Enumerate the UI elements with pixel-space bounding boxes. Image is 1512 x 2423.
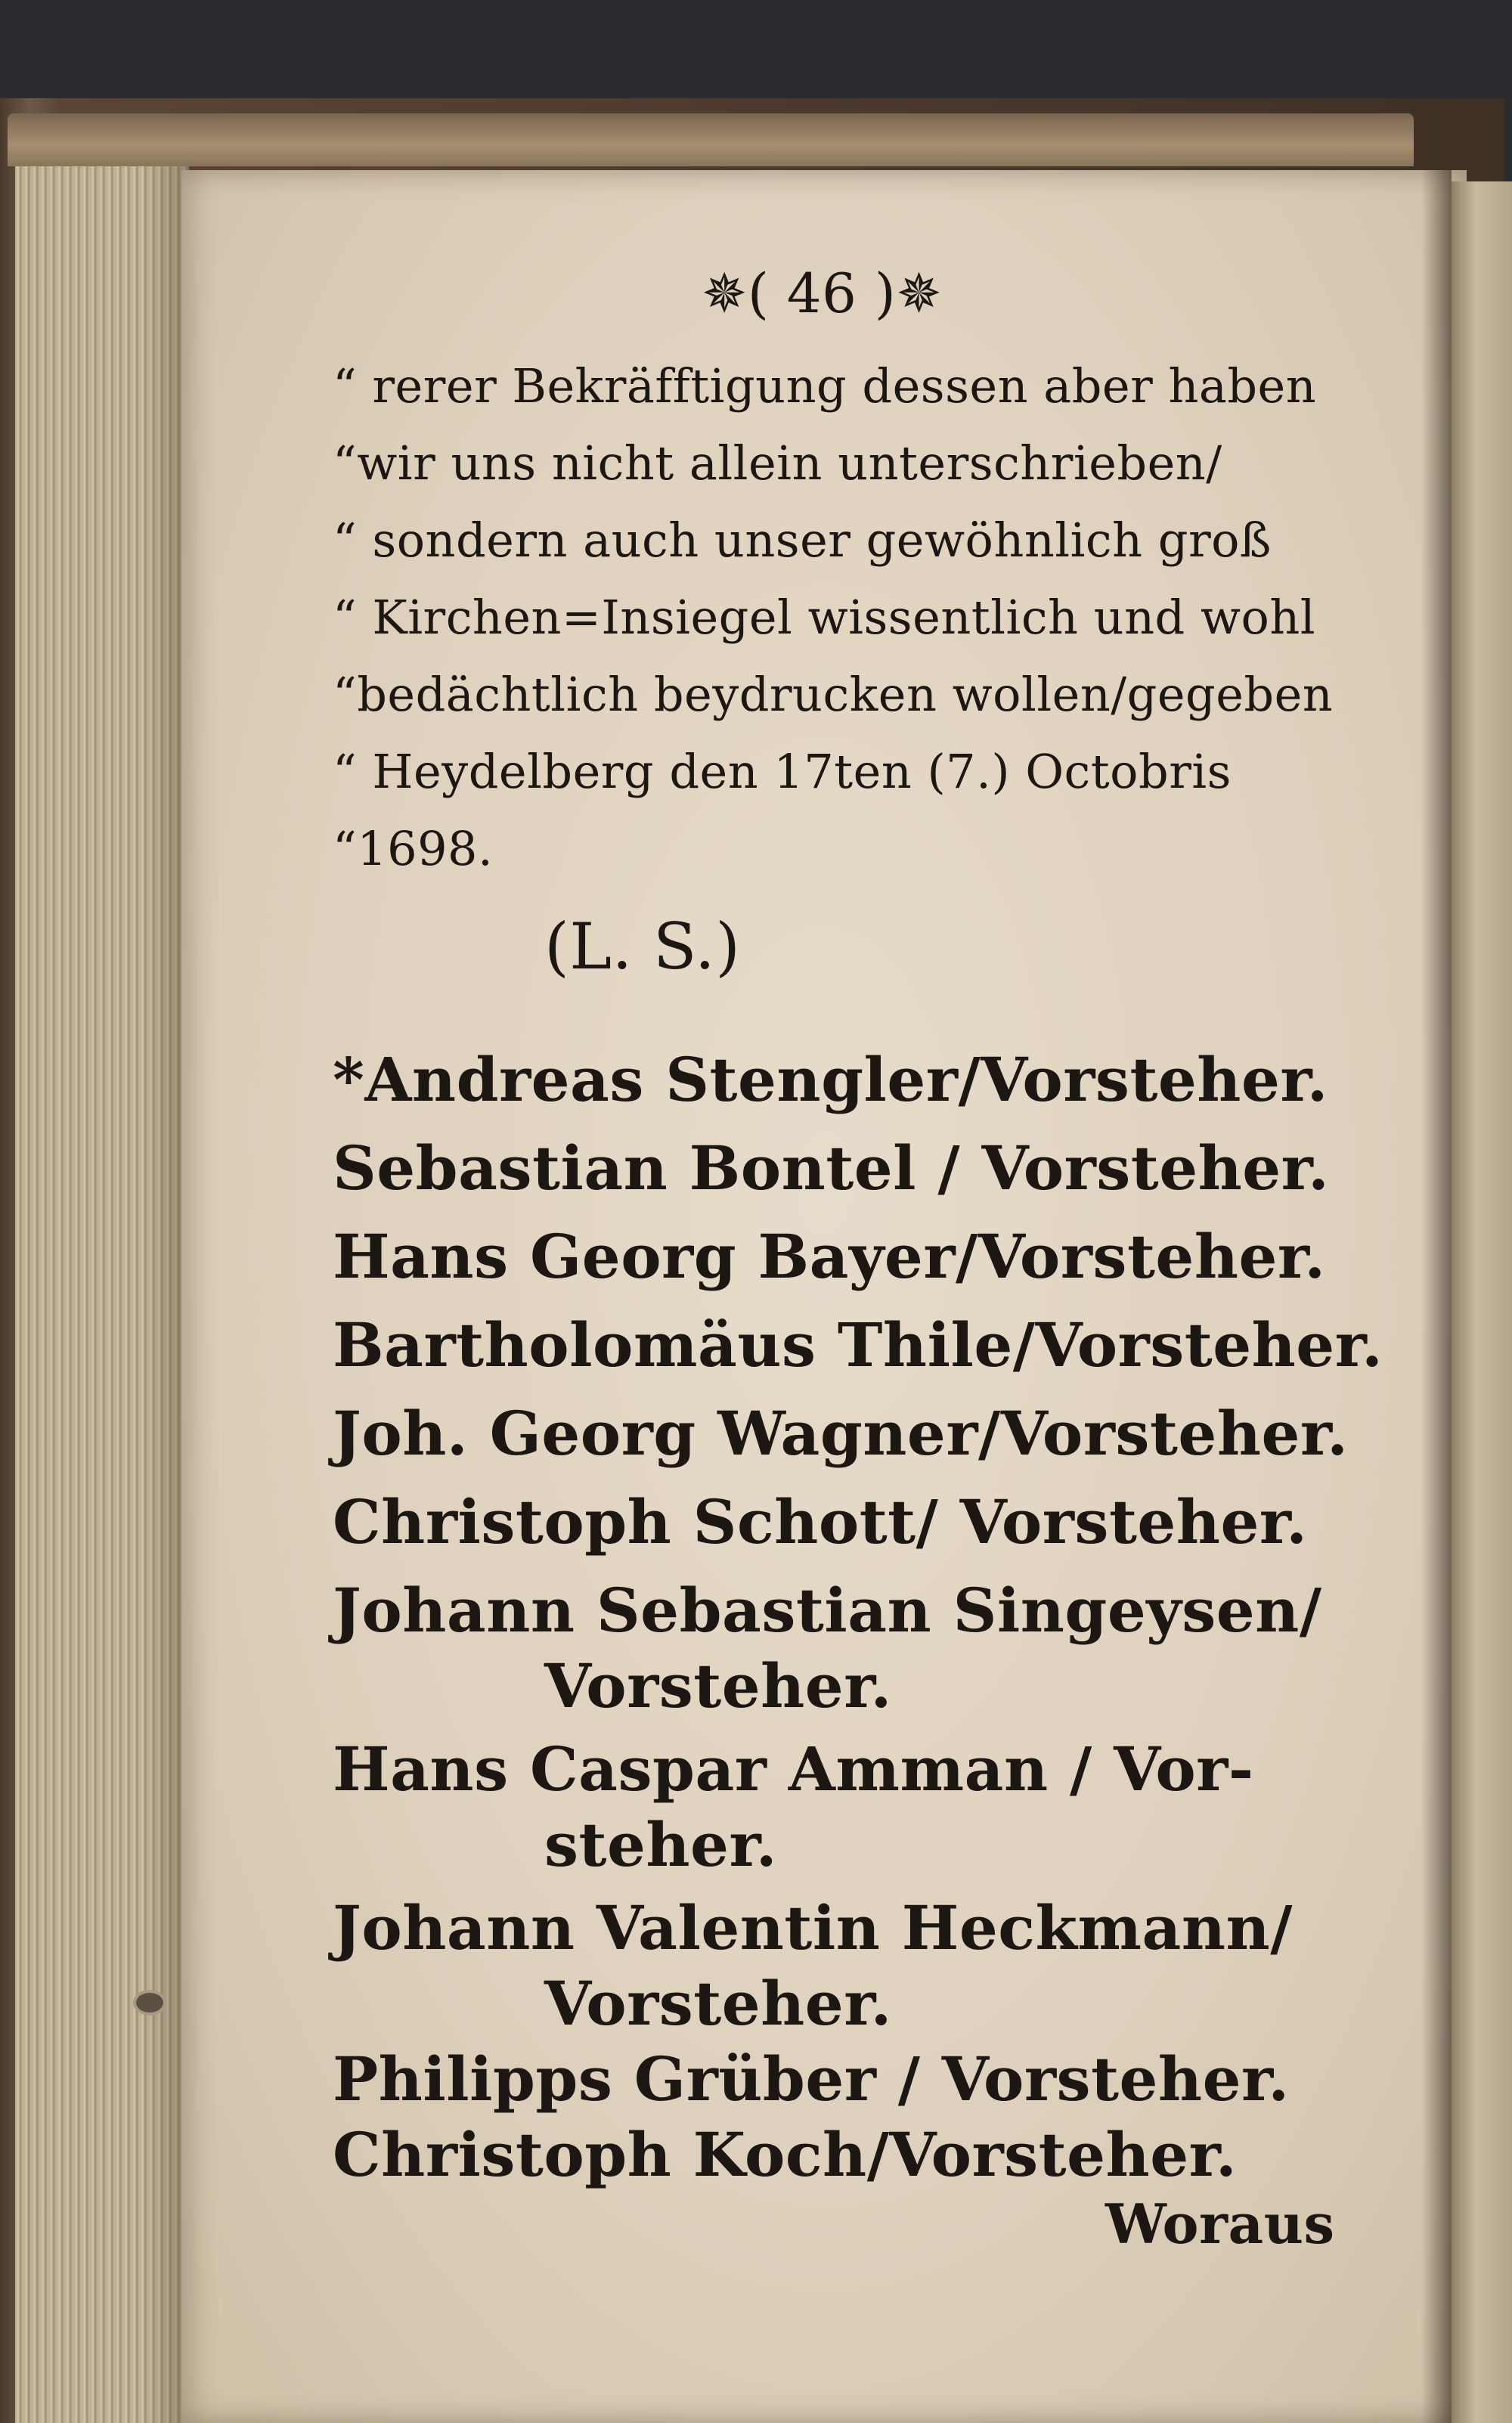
signature-line-2: Sebastian Bontel / Vorsteher.: [333, 1132, 1330, 1204]
page-gutter: [1421, 170, 1452, 2423]
text-line-2: “wir uns nicht allein unterschrieben/: [333, 435, 1222, 491]
text-line-3: “ sondern auch unser gewöhnlich groß: [333, 513, 1272, 568]
seal-mark: (L. S.): [544, 909, 741, 984]
signature-line-14: Christoph Koch/Vorsteher.: [333, 2119, 1238, 2190]
text-line-4: “ Kirchen=Insiegel wissentlich und wohl: [333, 590, 1316, 645]
signature-line-5: Joh. Georg Wagner/Vorsteher.: [333, 1398, 1349, 1469]
signature-line-13: Philipps Grüber / Vorsteher.: [333, 2043, 1290, 2115]
page-header: ✵( 46 )✵: [702, 262, 943, 325]
signature-line-11: Johann Valentin Heckmann/: [333, 1892, 1293, 1963]
signature-line-1: *Andreas Stengler/Vorsteher.: [333, 1044, 1329, 1115]
signature-line-3: Hans Georg Bayer/Vorsteher.: [333, 1221, 1326, 1292]
text-line-7: “1698.: [333, 821, 494, 876]
signature-line-12: Vorsteher.: [544, 1968, 892, 2039]
signature-line-6: Christoph Schott/ Vorsteher.: [333, 1486, 1308, 1557]
text-line-5: “bedächtlich beydrucken wollen/gegeben: [333, 667, 1334, 722]
signature-line-9: Hans Caspar Amman / Vor-: [333, 1734, 1254, 1805]
catchword: Woraus: [1105, 2192, 1335, 2256]
binding-hole: [133, 1990, 166, 2016]
text-line-1: “ rerer Bekräfftigung dessen aber haben: [333, 358, 1317, 414]
signature-line-4: Bartholomäus Thile/Vorsteher.: [333, 1309, 1383, 1380]
signature-line-7: Johann Sebastian Singeysen/: [333, 1575, 1322, 1646]
facing-page-edge: [1452, 181, 1512, 2423]
signature-line-8: Vorsteher.: [544, 1650, 892, 1721]
book-top-edge: [8, 113, 1414, 166]
text-line-6: “ Heydelberg den 17ten (7.) Octobris: [333, 744, 1232, 799]
signature-line-10: steher.: [544, 1809, 778, 1880]
